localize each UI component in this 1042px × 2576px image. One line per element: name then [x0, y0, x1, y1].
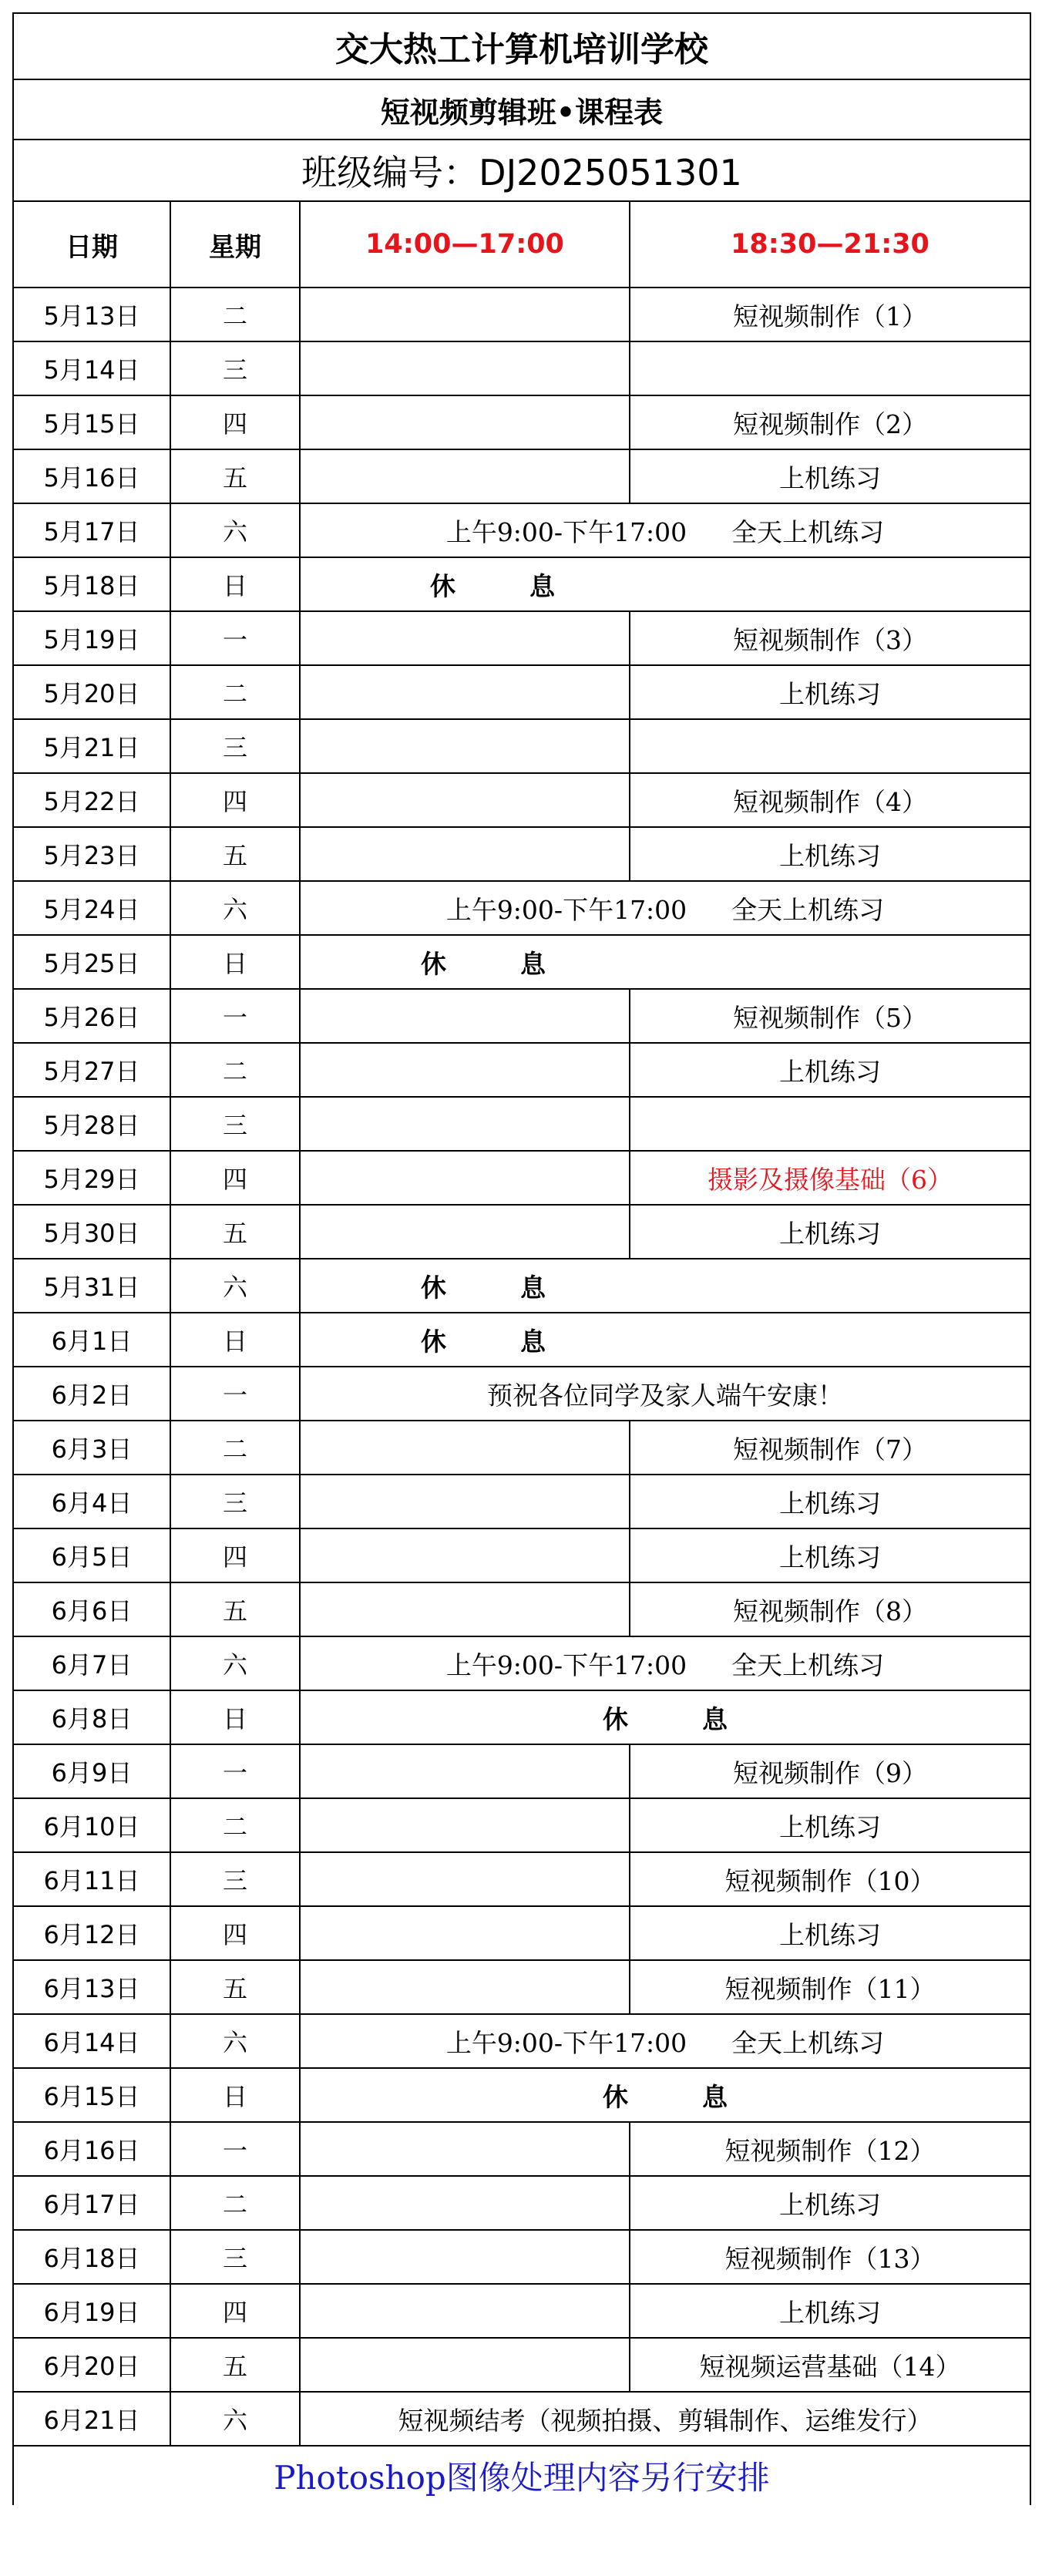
evening-cell: [630, 341, 1030, 395]
evening-cell: 短视频制作（9）: [630, 1744, 1030, 1798]
date-cell: 6月15日: [13, 2068, 170, 2122]
evening-cell: 短视频制作（10）: [630, 1852, 1030, 1906]
date-cell: 5月26日: [13, 989, 170, 1043]
afternoon-cell: [300, 1906, 630, 1960]
weekday-cell: 一: [170, 1744, 300, 1798]
date-cell: 6月4日: [13, 1475, 170, 1528]
evening-cell-highlight: 摄影及摄像基础（6）: [630, 1151, 1030, 1205]
weekday-cell: 一: [170, 989, 300, 1043]
weekday-cell: 六: [170, 2014, 300, 2068]
course-title: 短视频剪辑班•课程表: [13, 79, 1030, 140]
weekday-cell: 三: [170, 1097, 300, 1151]
header-afternoon-slot: 14:00—17:00: [300, 201, 630, 288]
evening-cell: 上机练习: [630, 1906, 1030, 1960]
table-row: [13, 2392, 1030, 2446]
date-cell: 6月14日: [13, 2014, 170, 2068]
rest-label-right: 息: [520, 1272, 546, 1303]
date-cell: 6月1日: [13, 1313, 170, 1367]
date-cell: 6月10日: [13, 1798, 170, 1852]
weekday-cell: 五: [170, 449, 300, 503]
date-cell: 5月13日: [13, 288, 170, 341]
weekday-cell: 五: [170, 2338, 300, 2392]
weekday-cell: 五: [170, 827, 300, 881]
table-row: [13, 881, 1030, 935]
final-exam-cell: 短视频结考（视频拍摄、剪辑制作、运维发行）: [300, 2392, 1030, 2446]
rest-label-left: 休: [430, 570, 455, 601]
rest-label-left: 休: [603, 1703, 628, 1734]
weekday-cell: 日: [170, 2068, 300, 2122]
rest-day-cell: [300, 935, 1030, 989]
afternoon-cell: [300, 2338, 630, 2392]
weekend-hours: 上午9:00-下午17:00: [445, 894, 687, 925]
rest-label-right: 息: [520, 1326, 546, 1357]
afternoon-cell: [300, 1960, 630, 2014]
afternoon-cell: [300, 1205, 630, 1259]
weekend-practice-cell: [300, 503, 1030, 557]
evening-cell: 上机练习: [630, 1043, 1030, 1097]
weekend-hours: 上午9:00-下午17:00: [445, 516, 687, 547]
evening-cell: 上机练习: [630, 665, 1030, 719]
evening-cell: 短视频运营基础（14）: [630, 2338, 1030, 2392]
evening-cell: [630, 1097, 1030, 1151]
weekend-activity: 全天上机练习: [731, 2027, 885, 2058]
weekday-cell: 五: [170, 1205, 300, 1259]
date-cell: 6月6日: [13, 1582, 170, 1636]
table-row: [13, 1259, 1030, 1313]
weekend-hours: 上午9:00-下午17:00: [445, 2027, 687, 2058]
date-cell: 5月19日: [13, 611, 170, 665]
table-row: [13, 1205, 1030, 1259]
weekend-activity: 全天上机练习: [731, 1650, 885, 1680]
afternoon-cell: [300, 1744, 630, 1798]
evening-cell: 短视频制作（11）: [630, 1960, 1030, 2014]
evening-cell: [630, 719, 1030, 773]
table-row: [13, 2014, 1030, 2068]
date-cell: 6月16日: [13, 2122, 170, 2176]
evening-cell: 上机练习: [630, 2176, 1030, 2230]
table-row: [13, 503, 1030, 557]
weekday-cell: 三: [170, 1475, 300, 1528]
afternoon-cell: [300, 1475, 630, 1528]
table-row: [13, 611, 1030, 665]
weekday-cell: 二: [170, 665, 300, 719]
evening-cell: 上机练习: [630, 449, 1030, 503]
afternoon-cell: [300, 1097, 630, 1151]
table-row: [13, 288, 1030, 341]
evening-cell: 短视频制作（3）: [630, 611, 1030, 665]
evening-cell: 上机练习: [630, 1798, 1030, 1852]
table-row: [13, 557, 1030, 611]
weekday-cell: 二: [170, 288, 300, 341]
evening-cell: 上机练习: [630, 1528, 1030, 1582]
date-cell: 6月21日: [13, 2392, 170, 2446]
rest-label-left: 休: [421, 1326, 446, 1357]
weekend-practice-cell: [300, 1636, 1030, 1690]
evening-cell: 上机练习: [630, 1475, 1030, 1528]
rest-label-right: 息: [529, 570, 555, 601]
afternoon-cell: [300, 989, 630, 1043]
afternoon-cell: [300, 2122, 630, 2176]
table-row: [13, 827, 1030, 881]
table-row: [13, 1582, 1030, 1636]
evening-cell: 短视频制作（4）: [630, 773, 1030, 827]
date-cell: 6月5日: [13, 1528, 170, 1582]
weekday-cell: 四: [170, 773, 300, 827]
afternoon-cell: [300, 719, 630, 773]
evening-cell: 短视频制作（2）: [630, 395, 1030, 449]
table-row: [13, 1097, 1030, 1151]
date-cell: 5月16日: [13, 449, 170, 503]
weekday-cell: 六: [170, 1636, 300, 1690]
weekend-activity: 全天上机练习: [731, 516, 885, 547]
weekday-cell: 六: [170, 1259, 300, 1313]
table-row: [13, 989, 1030, 1043]
weekday-cell: 一: [170, 1367, 300, 1421]
rest-day-cell: [300, 2068, 1030, 2122]
table-row: [13, 1744, 1030, 1798]
table-row: [13, 935, 1030, 989]
date-cell: 6月18日: [13, 2230, 170, 2284]
weekend-hours: 上午9:00-下午17:00: [445, 1650, 687, 1680]
date-cell: 5月15日: [13, 395, 170, 449]
table-row: [13, 1528, 1030, 1582]
table-row: [13, 1475, 1030, 1528]
rest-label-left: 休: [421, 1272, 446, 1303]
header-evening-slot: 18:30—21:30: [630, 201, 1030, 288]
table-row: [13, 773, 1030, 827]
date-cell: 6月20日: [13, 2338, 170, 2392]
class-number: 班级编号：DJ2025051301: [13, 140, 1030, 201]
holiday-greeting-cell: 预祝各位同学及家人端午安康！: [300, 1367, 1030, 1421]
evening-cell: 上机练习: [630, 2284, 1030, 2338]
evening-cell: 短视频制作（1）: [630, 288, 1030, 341]
date-cell: 5月23日: [13, 827, 170, 881]
weekday-cell: 日: [170, 1313, 300, 1367]
date-cell: 6月2日: [13, 1367, 170, 1421]
weekend-practice-cell: [300, 881, 1030, 935]
table-row: [13, 449, 1030, 503]
date-cell: 6月12日: [13, 1906, 170, 1960]
weekday-cell: 六: [170, 2392, 300, 2446]
table-row: [13, 2176, 1030, 2230]
table-row: [13, 395, 1030, 449]
weekday-cell: 六: [170, 881, 300, 935]
table-row: [13, 2122, 1030, 2176]
table-row: [13, 719, 1030, 773]
weekday-cell: 四: [170, 2284, 300, 2338]
date-cell: 6月7日: [13, 1636, 170, 1690]
rest-label-right: 息: [702, 2081, 728, 2112]
weekday-cell: 二: [170, 1043, 300, 1097]
date-cell: 5月22日: [13, 773, 170, 827]
date-cell: 5月18日: [13, 557, 170, 611]
table-row: [13, 1852, 1030, 1906]
afternoon-cell: [300, 2176, 630, 2230]
evening-cell: 短视频制作（7）: [630, 1421, 1030, 1475]
afternoon-cell: [300, 2284, 630, 2338]
date-cell: 6月3日: [13, 1421, 170, 1475]
rest-label-left: 休: [603, 2081, 628, 2112]
table-row: [13, 1960, 1030, 2014]
school-name: 交大热工计算机培训学校: [13, 13, 1030, 79]
date-cell: 5月24日: [13, 881, 170, 935]
table-row: [13, 1313, 1030, 1367]
footer-note: Photoshop图像处理内容另行安排: [13, 2446, 1030, 2505]
afternoon-cell: [300, 1582, 630, 1636]
weekday-cell: 一: [170, 611, 300, 665]
table-row: [13, 2284, 1030, 2338]
header-weekday: 星期: [170, 201, 300, 288]
weekday-cell: 四: [170, 1528, 300, 1582]
afternoon-cell: [300, 1421, 630, 1475]
weekend-practice-cell: [300, 2014, 1030, 2068]
date-cell: 5月30日: [13, 1205, 170, 1259]
table-row: [13, 2068, 1030, 2122]
weekday-cell: 四: [170, 1906, 300, 1960]
date-cell: 5月17日: [13, 503, 170, 557]
table-row: [13, 1906, 1030, 1960]
schedule-table: [12, 12, 1031, 2505]
afternoon-cell: [300, 1852, 630, 1906]
afternoon-cell: [300, 449, 630, 503]
afternoon-cell: [300, 1151, 630, 1205]
header-date: 日期: [13, 201, 170, 288]
afternoon-cell: [300, 665, 630, 719]
table-row: [13, 1151, 1030, 1205]
date-cell: 5月27日: [13, 1043, 170, 1097]
weekday-cell: 三: [170, 2230, 300, 2284]
weekday-cell: 六: [170, 503, 300, 557]
afternoon-cell: [300, 611, 630, 665]
table-row: [13, 1690, 1030, 1744]
evening-cell: 短视频制作（13）: [630, 2230, 1030, 2284]
evening-cell: 上机练习: [630, 827, 1030, 881]
afternoon-cell: [300, 1528, 630, 1582]
rest-label-right: 息: [702, 1703, 728, 1734]
date-cell: 5月14日: [13, 341, 170, 395]
afternoon-cell: [300, 288, 630, 341]
rest-day-cell: [300, 1690, 1030, 1744]
date-cell: 5月29日: [13, 1151, 170, 1205]
date-cell: 6月11日: [13, 1852, 170, 1906]
date-cell: 6月17日: [13, 2176, 170, 2230]
weekday-cell: 日: [170, 1690, 300, 1744]
weekend-activity: 全天上机练习: [731, 894, 885, 925]
date-cell: 5月25日: [13, 935, 170, 989]
afternoon-cell: [300, 773, 630, 827]
afternoon-cell: [300, 1798, 630, 1852]
date-cell: 6月8日: [13, 1690, 170, 1744]
rest-label-right: 息: [520, 948, 546, 979]
evening-cell: 短视频制作（8）: [630, 1582, 1030, 1636]
weekday-cell: 二: [170, 2176, 300, 2230]
weekday-cell: 二: [170, 1798, 300, 1852]
weekday-cell: 三: [170, 341, 300, 395]
date-cell: 5月21日: [13, 719, 170, 773]
rest-day-cell: [300, 1313, 1030, 1367]
weekday-cell: 日: [170, 557, 300, 611]
table-row: [13, 1636, 1030, 1690]
weekday-cell: 日: [170, 935, 300, 989]
weekday-cell: 五: [170, 1960, 300, 2014]
table-row: [13, 341, 1030, 395]
date-cell: 5月20日: [13, 665, 170, 719]
date-cell: 6月19日: [13, 2284, 170, 2338]
table-row: [13, 2338, 1030, 2392]
weekday-cell: 二: [170, 1421, 300, 1475]
afternoon-cell: [300, 827, 630, 881]
evening-cell: 短视频制作（5）: [630, 989, 1030, 1043]
afternoon-cell: [300, 395, 630, 449]
table-row: [13, 665, 1030, 719]
rest-day-cell: [300, 1259, 1030, 1313]
date-cell: 5月31日: [13, 1259, 170, 1313]
table-row: [13, 1043, 1030, 1097]
date-cell: 5月28日: [13, 1097, 170, 1151]
evening-cell: 上机练习: [630, 1205, 1030, 1259]
weekday-cell: 四: [170, 395, 300, 449]
weekday-cell: 一: [170, 2122, 300, 2176]
table-row: [13, 2230, 1030, 2284]
date-cell: 6月13日: [13, 1960, 170, 2014]
rest-day-cell: [300, 557, 1030, 611]
table-row: [13, 1421, 1030, 1475]
afternoon-cell: [300, 341, 630, 395]
evening-cell: 短视频制作（12）: [630, 2122, 1030, 2176]
weekday-cell: 五: [170, 1582, 300, 1636]
date-cell: 6月9日: [13, 1744, 170, 1798]
weekday-cell: 三: [170, 719, 300, 773]
afternoon-cell: [300, 1043, 630, 1097]
table-row: [13, 1367, 1030, 1421]
rest-label-left: 休: [421, 948, 446, 979]
weekday-cell: 三: [170, 1852, 300, 1906]
afternoon-cell: [300, 2230, 630, 2284]
table-row: [13, 1798, 1030, 1852]
weekday-cell: 四: [170, 1151, 300, 1205]
